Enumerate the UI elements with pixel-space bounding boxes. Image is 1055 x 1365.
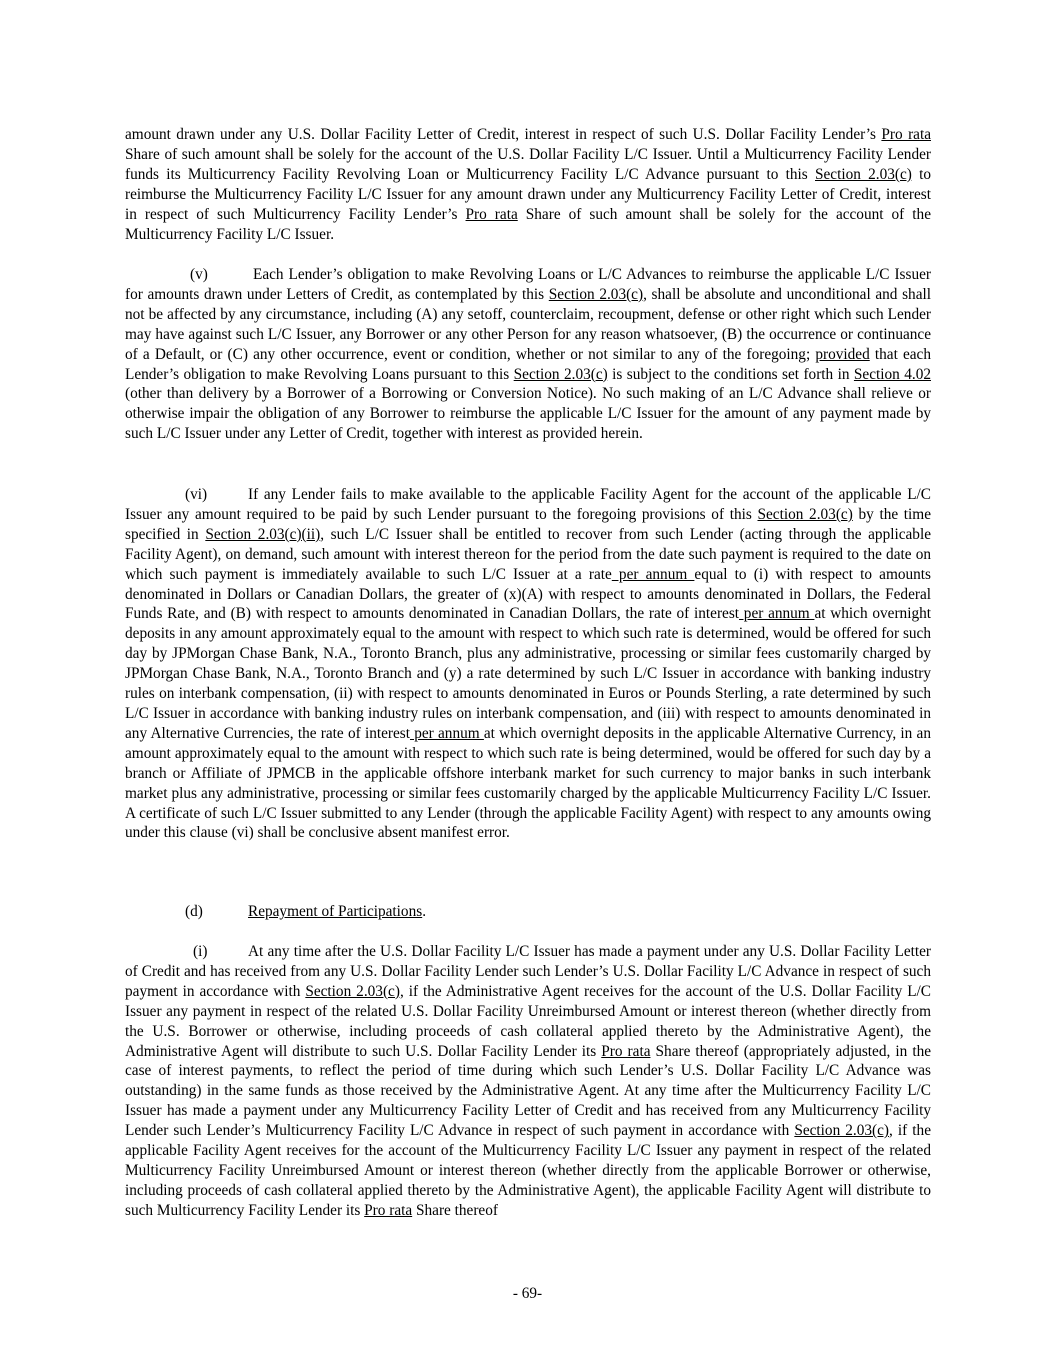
paragraph-vi-text — [125, 486, 931, 841]
text-run: by the time specified in — [125, 505, 931, 543]
cross-reference: Pro rata — [601, 1042, 651, 1060]
clause-number-d: (d) — [185, 903, 203, 920]
cross-reference: Section 2.03(c) — [513, 365, 608, 383]
text-run: equal to (i) with respect to amounts denominated in Dollars or Canadian Dollars, the greater of (x)(A) with respect to amounts denominated in Dollars, the Federal Funds Rate, and (B) with respect to amounts denominated in Canadian Dollars, the rate of interest — [125, 565, 932, 623]
paragraph-v-text — [125, 266, 931, 442]
text-run: Each Lender’s obligation to make Revolving Loans or L/C Advances to reimburse the applicable L/C Issuer for amounts drawn under Letters of Credit, as contemplated by this — [125, 266, 931, 303]
text-run: (other than delivery by a Borrower of a Borrowing or Conversion Notice). No such making of an L/C Advance shall relieve or otherwise impair the obligation of any Borrower to reimburse the applicable L/C Issuer for the amount of any payment made by such L/C Issuer under any Letter of Credit, together with interest as provided herein. — [125, 385, 931, 443]
cross-reference: Section 2.03(c) — [305, 982, 400, 1000]
text-run: Share thereof (appropriately adjusted, in the case of interest payments, to reflect the period of time during which such Lender’s U.S. Dollar Facility L/C Advance was outstanding) in the same funds as those received by the Administrative Agent. At any time after the Multicurrency Facility L/C Issuer has made a payment under any Multicurrency Facility Letter of Credit and has received from any Multicurrency Facility Lender such Lender’s Multicurrency Facility L/C Advance in respect of such payment in accordance with — [125, 1042, 932, 1140]
text-run: , if the applicable Facility Agent receives for the account of the Multicurrency Facility L/C Issuer any payment in respect of the related Multicurrency Facility Unreimbursed Amount or interest thereon (whether directly from the applicable Borrower or otherwise, including proceeds of cash collateral applied thereto by the Administrative Agent), the applicable Facility Agent will distribute to such Multicurrency Facility Lender its — [125, 1122, 931, 1219]
paragraph-i-text — [125, 943, 931, 1219]
cross-reference: Section 2.03(c) — [815, 165, 912, 183]
text-run: , such L/C Issuer shall be entitled to recover from such Lender (acting through the applicable Facility Agent), on demand, such amount with interest thereon for the period from the date such payment is required to the date on which such payment is immediately available to such L/C Issuer at a rate — [125, 525, 931, 583]
text-run: , shall be absolute and unconditional and shall not be affected by any circumstance, including (A) any setoff, counterclaim, recoupment, defense or other right which such Lender may have against such L/C Issuer, any Borrower or any other Person for any reason whatsoever, (B) the occurrence or continuance of a Default, or (C) any other occurrence, event or condition, whether or not similar to any of the foregoing; — [125, 285, 931, 363]
section-heading-title: Repayment of Participations — [248, 903, 423, 920]
cross-reference: per annum — [739, 605, 815, 623]
paragraph-i — [125, 942, 931, 1221]
page-number: - 69- — [512, 1285, 543, 1302]
cross-reference: Section 2.03(c) — [757, 505, 853, 523]
paragraph-v — [125, 265, 931, 444]
cross-reference: per annum — [611, 565, 695, 583]
paragraph-vi — [125, 485, 931, 843]
text-run: to reimburse the Multicurrency Facility L/C Issuer for any amount drawn under any Multicurrency Facility Letter of Credit, interest in respect of such Multicurrency Facility Lender’s — [125, 165, 931, 223]
cross-reference: Pro rata — [881, 126, 931, 143]
text-run: Share of such amount shall be solely for the account of the Multicurrency Facility L/C Issuer. — [125, 205, 931, 243]
section-heading-period: . — [422, 903, 427, 920]
text-run: at which overnight deposits in the applicable Alternative Currency, in an amount approximately equal to the amount with respect to which such rate is being determined, would be offered for such day by a branch or Affiliate of JPMCB in the applicable offshore interbank market for such currency to major banks in such interbank market plus any administrative, processing or similar fees customarily charged by the applicable Multicurrency Facility L/C Issuer. A certificate of such L/C Issuer submitted to any Lender (through the applicable Facility Agent) with respect to any amounts owing under this clause (vi) shall be conclusive absent manifest error. — [125, 724, 931, 842]
cross-reference: Pro rata — [465, 205, 518, 223]
text-run: at which overnight deposits in any amount approximately equal to the amount with respect to which such rate is determined, would be offered for such day by JPMorgan Chase Bank, N.A., Toronto Branch, plus any administrative, processing or similar fees customarily charged by JPMorgan Chase Bank, N.A., Toronto Branch and (y) a rate determined by such L/C Issuer in accordance with banking industry rules on interbank compensation, (ii) with respect to amounts denominated in Euros or Pounds Sterling, a rate determined by such L/C Issuer in accordance with banking industry rules on interbank compensation, and (iii) with respect to amounts denominated in any Alternative Currencies, the rate of interest — [125, 605, 931, 742]
text-run: Share thereof — [412, 1201, 498, 1219]
clause-number-i: (i) — [193, 943, 208, 960]
paragraph-continuation — [125, 125, 931, 244]
cross-reference: Section 2.03(c) — [548, 285, 644, 303]
text-run: At any time after the U.S. Dollar Facility L/C Issuer has made a payment under any U.S. Dollar Facility Letter of Credit and has received from any U.S. Dollar Facility Lender such Lender’s U.S. Dollar Facility L/C Advance in respect of such payment in accordance with — [125, 943, 931, 1000]
cross-reference: Section 2.03(c)(ii) — [205, 525, 321, 543]
text-run: that each Lender’s obligation to make Revolving Loans pursuant to this — [125, 345, 931, 383]
clause-number-vi: (vi) — [185, 486, 208, 503]
cross-reference: provided — [815, 345, 870, 363]
cross-reference: per annum — [409, 724, 484, 742]
text-run: If any Lender fails to make available to the applicable Facility Agent for the account of the applicable L/C Issuer any amount required to be paid by such Lender pursuant to the foregoing provisions of this — [125, 486, 931, 523]
text-run: , if the Administrative Agent receives for the account of the U.S. Dollar Facility L/C Issuer any payment in respect of the related U.S. Dollar Facility Unreimbursed Amount or interest thereon (whether directly from the U.S. Borrower or otherwise, including proceeds of cash collateral applied thereto by the Administrative Agent), the Administrative Agent will distribute to such U.S. Dollar Facility Lender its — [125, 982, 931, 1060]
text-run: amount drawn under any U.S. Dollar Facility Letter of Credit, interest in respect of such U.S. Dollar Facility Lender’s — [125, 126, 882, 143]
text-run: Share of such amount shall be solely for the account of the U.S. Dollar Facility L/C Issuer. Until a Multicurrency Facility Lender funds its Multicurrency Facility Revolving Loan or Multicurrency Facility L/C Advance pursuant to this — [125, 145, 931, 183]
text-run: is subject to the conditions set forth in — [607, 365, 854, 383]
clause-number-v: (v) — [190, 266, 208, 283]
cross-reference: Section 2.03(c) — [794, 1122, 890, 1140]
cross-reference: Section 4.02 — [853, 365, 931, 383]
cross-reference: Pro rata — [364, 1201, 413, 1219]
section-heading-d — [185, 902, 426, 922]
